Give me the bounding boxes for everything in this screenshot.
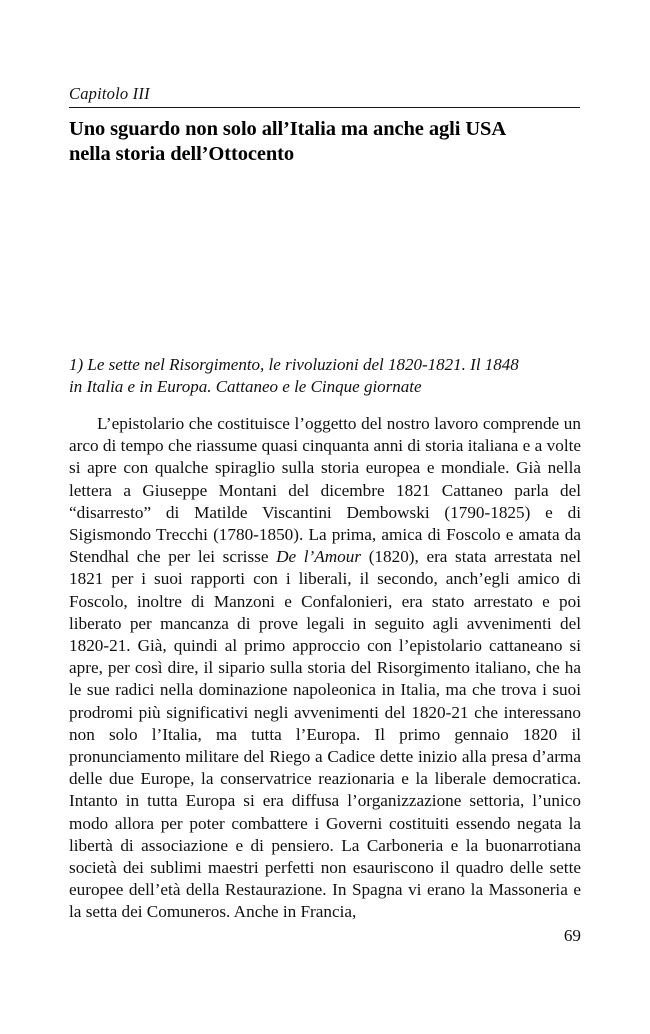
body-text-block	[69, 413, 581, 924]
page-number: 69	[563, 926, 581, 945]
chapter-title-line-1: Uno sguardo non solo all’Italia ma anche agli USA	[69, 118, 507, 140]
book-title-de-l-amour: De l’Amour	[276, 547, 362, 567]
page-header-block	[69, 84, 580, 167]
body-paragraph-part-2: (1820), era stata arrestata nel 1821 per i suoi rapporti con i liberali, il secondo, anch’egli amico di Foscolo, inoltre di Manzoni e Confalonieri, era stato arrestato e poi liberato per mancanza di prove legali in seguito agli avvenimenti del 1820-21. Già, quindi al primo approccio con l’epistolario cattaneano si apre, per così dire, il sipario sulla storia del Risorgimento italiano, che ha le sue radici nella dominazione napoleonica in Italia, ma che trova i suoi prodromi più significativi negli avvenimenti del 1820-21 che interessano non solo l’Italia, ma tutta l’Europa. Il primo gennaio 1820 il pronunciamento militare del Riego a Cadice dette inizio alla presa d’arma delle due Europe, la conservatrice reazionaria e la liberale democratica. Intanto in tutta Europa si era diffusa l’organizzazione settoria, l’unico modo allora per poter combattere i Governi costituiti essendo negata la libertà di associazione e di pensiero. La Carboneria e la buonarrotiana società dei sublimi maestri perfetti non esauriscono il quadro delle sette europee dell’età della Restaurazione. In Spagna vi erano la Massoneria e la setta dei Comuneros. Anche in Francia,	[69, 547, 582, 922]
header-divider-rule	[69, 107, 580, 108]
section-heading-line-1: 1) Le sette nel Risorgimento, le rivoluzioni del 1820-1821. Il 1848	[69, 355, 519, 374]
section-heading	[69, 354, 582, 398]
body-paragraph	[69, 413, 581, 924]
section-heading-line-2: in Italia e in Europa. Cattaneo e le Cinque giornate	[69, 377, 422, 396]
body-paragraph-part-1: L’epistolario che costituisce l’oggetto del nostro lavoro comprende un arco di tempo che riassume quasi cinquanta anni di storia italiana e a volte si apre con qualche spiraglio sulla storia europea e mondiale. Già nella lettera a Giuseppe Montani del dicembre 1821 Cattaneo parla del “disarresto” di Matilde Viscantini Dembowski (1790-1825) e di Sigismondo Trecchi (1780-1850). La prima, amica di Foscolo e amata da Stendhal che per lei scrisse	[69, 414, 581, 567]
running-head: Capitolo III	[69, 84, 150, 103]
chapter-title-line-2: nella storia dell’Ottocento	[69, 143, 295, 165]
chapter-title	[69, 117, 580, 167]
